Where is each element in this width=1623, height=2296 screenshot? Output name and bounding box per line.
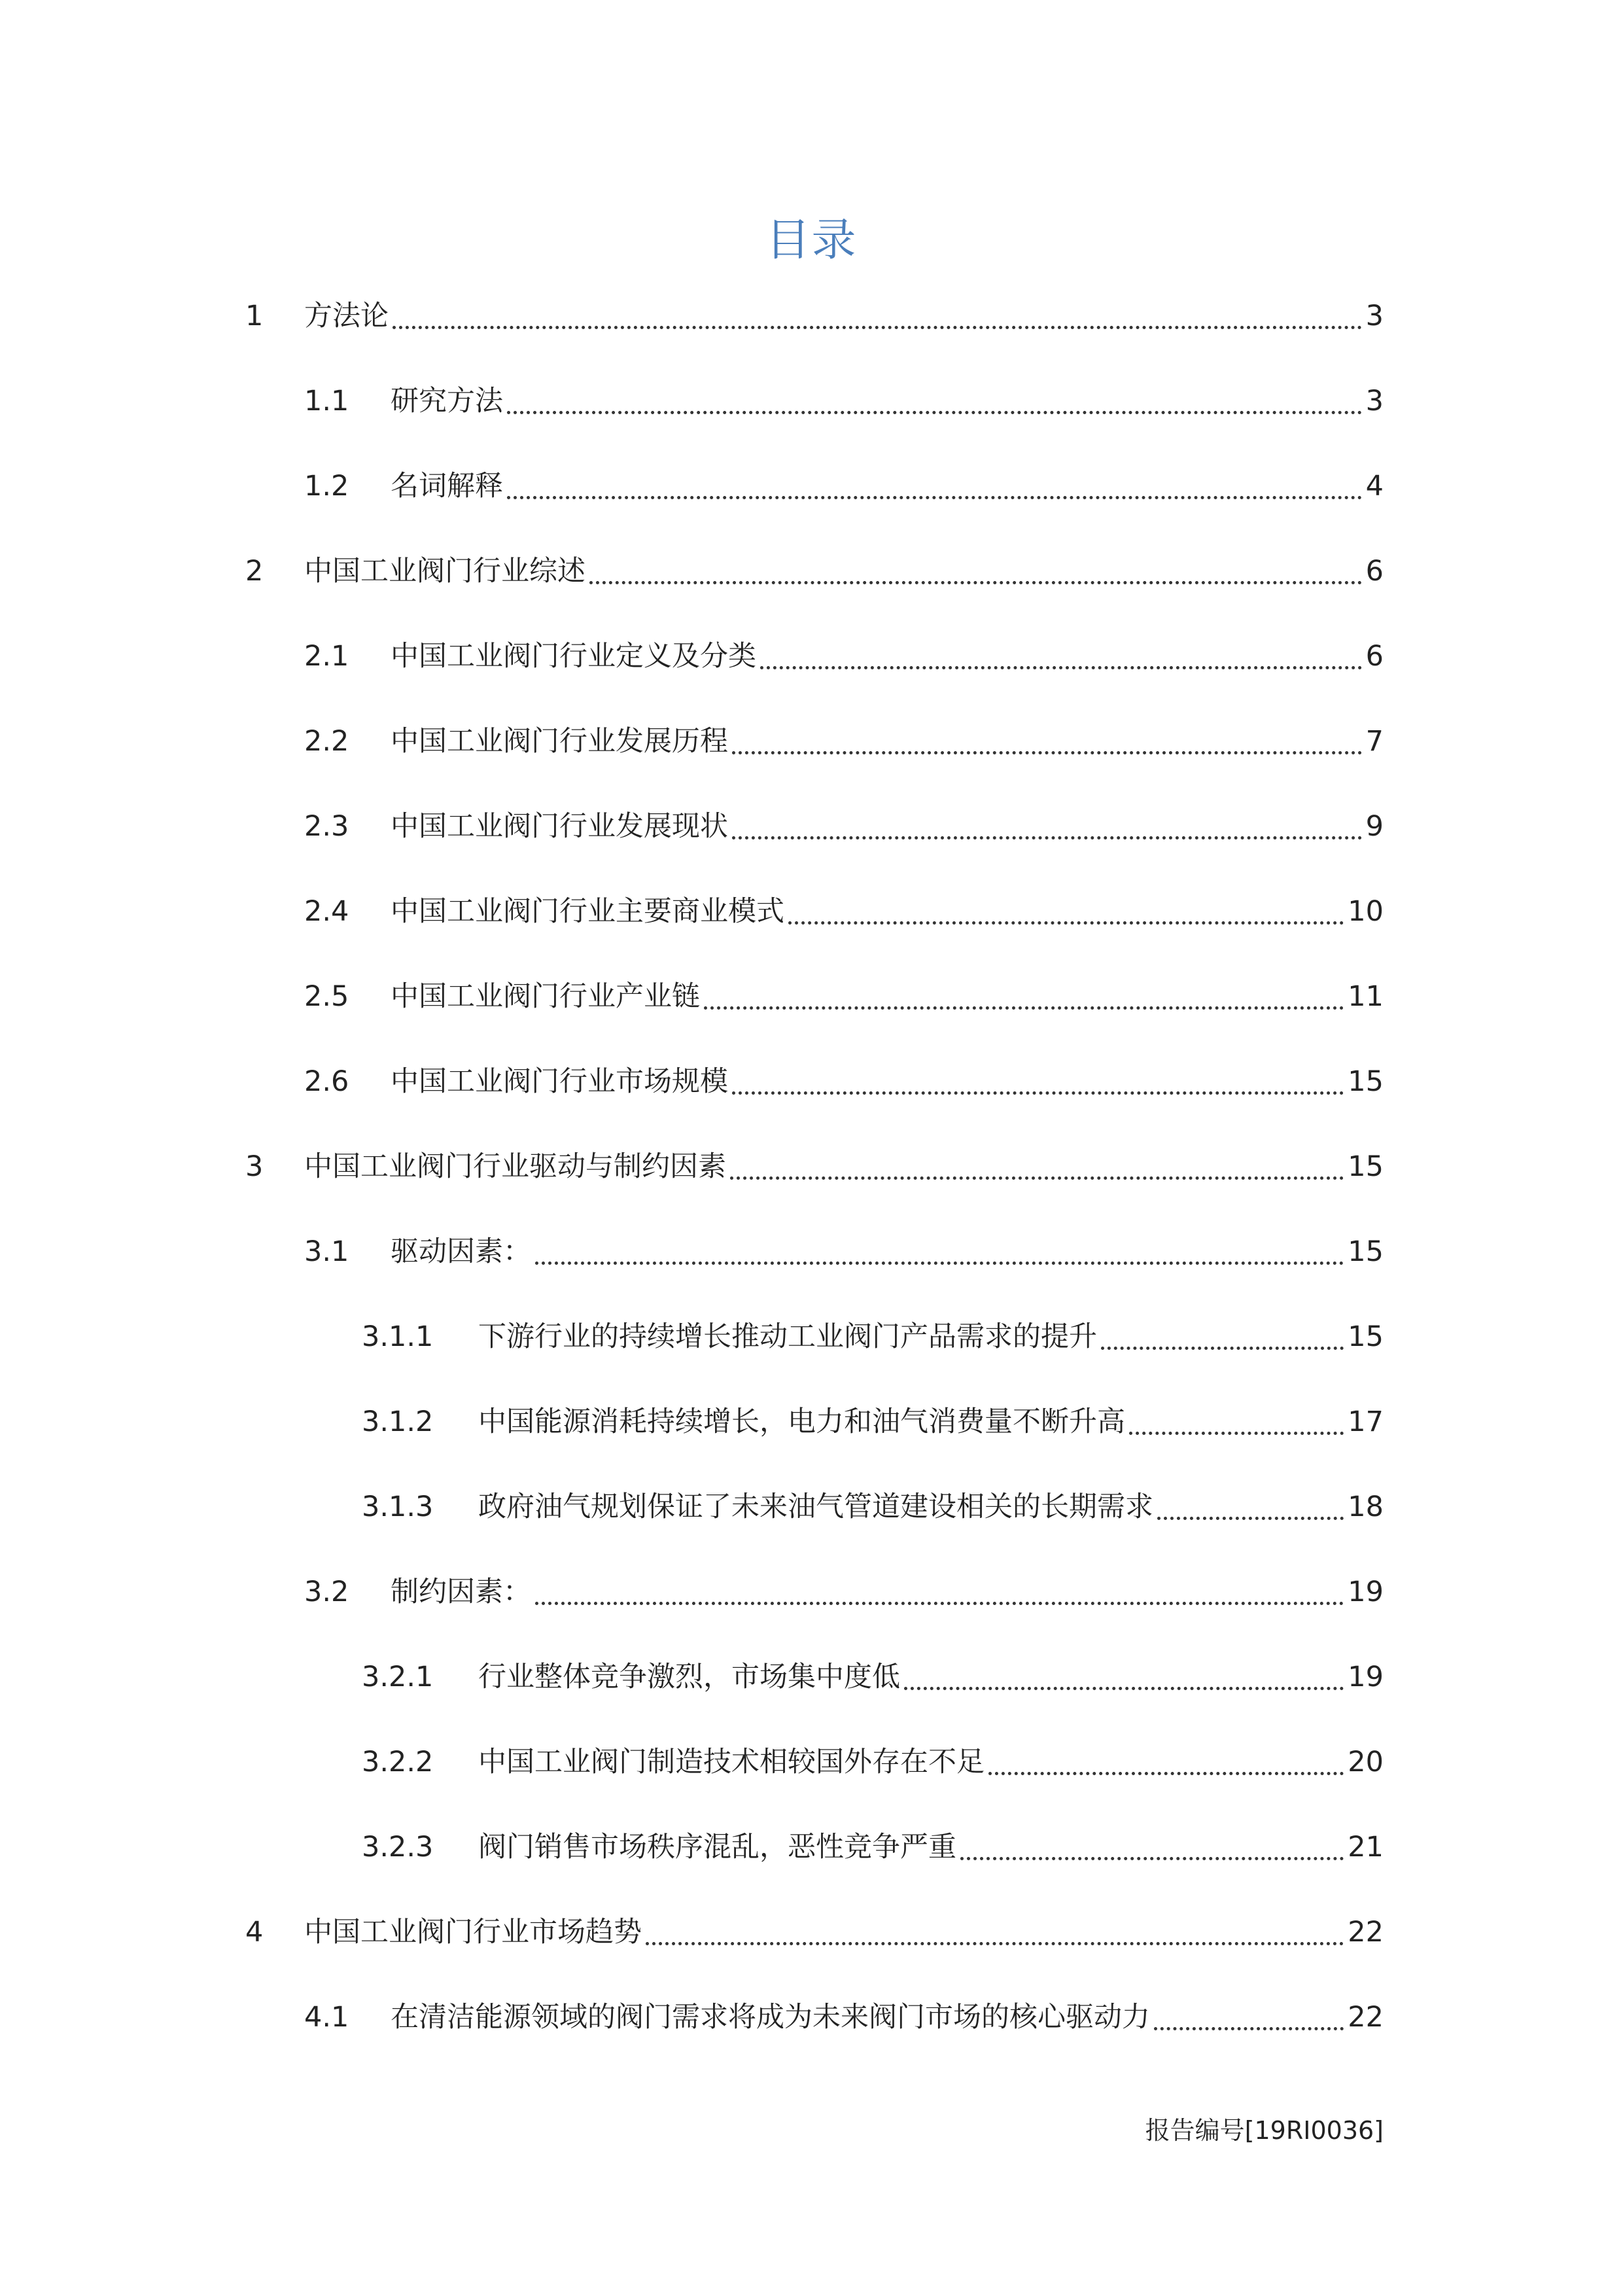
toc-entry[interactable] xyxy=(245,1227,1384,1277)
toc-dot-leader xyxy=(1129,1432,1344,1435)
toc-entry-page-number: 10 xyxy=(1348,895,1384,928)
toc-entry[interactable] xyxy=(245,291,1384,341)
toc-entry-title: 中国工业阀门制造技术相较国外存在不足 xyxy=(478,1746,985,1778)
toc-entry[interactable] xyxy=(245,1397,1384,1447)
toc-entry[interactable] xyxy=(245,461,1384,511)
toc-entry-number: 2.6 xyxy=(304,1065,349,1098)
toc-dot-leader xyxy=(732,751,1362,754)
toc-entry-page-number: 20 xyxy=(1348,1746,1384,1778)
toc-entry-number: 3 xyxy=(245,1150,264,1183)
toc-entry-title: 中国工业阀门行业驱动与制约因素 xyxy=(304,1150,726,1183)
toc-entry[interactable] xyxy=(245,1057,1384,1106)
toc-entry[interactable] xyxy=(245,1652,1384,1702)
toc-entry-page-number: 19 xyxy=(1348,1661,1384,1693)
toc-entry-number: 2.2 xyxy=(304,725,349,758)
toc-entry-page-number: 18 xyxy=(1348,1491,1384,1523)
toc-entry-title: 中国工业阀门行业综述 xyxy=(304,555,585,588)
toc-entry-number: 2.3 xyxy=(304,810,349,843)
toc-entry-number: 3.1.3 xyxy=(362,1491,434,1523)
toc-entry-number: 3.2 xyxy=(304,1576,349,1608)
toc-entry-page-number: 15 xyxy=(1348,1320,1384,1353)
toc-dot-leader xyxy=(988,1772,1344,1775)
toc-entry[interactable] xyxy=(245,1737,1384,1787)
toc-entry-page-number: 3 xyxy=(1365,385,1384,417)
toc-entry-page-number: 6 xyxy=(1365,640,1384,673)
toc-entry-page-number: 7 xyxy=(1365,725,1384,758)
toc-entry-number: 3.2.3 xyxy=(362,1831,434,1863)
toc-entry-title: 中国工业阀门行业定义及分类 xyxy=(391,640,756,673)
toc-entry-title: 中国工业阀门行业产业链 xyxy=(391,980,700,1013)
toc-entry[interactable] xyxy=(245,376,1384,426)
toc-entry-title: 中国工业阀门行业发展现状 xyxy=(391,810,728,843)
toc-entry-number: 4.1 xyxy=(304,2001,349,2034)
toc-dot-leader xyxy=(788,921,1344,925)
toc-entry-title: 行业整体竞争激烈，市场集中度低 xyxy=(478,1661,900,1693)
toc-entry[interactable] xyxy=(245,1907,1384,1957)
toc-entry[interactable] xyxy=(245,716,1384,766)
toc-dot-leader xyxy=(704,1006,1344,1010)
toc-entry[interactable] xyxy=(245,887,1384,936)
toc-dot-leader xyxy=(1154,2027,1344,2030)
toc-dot-leader xyxy=(1157,1517,1344,1520)
toc-entry-page-number: 17 xyxy=(1348,1405,1384,1438)
toc-entry-title: 阀门销售市场秩序混乱，恶性竞争严重 xyxy=(478,1831,956,1863)
toc-entry-title: 研究方法 xyxy=(391,385,503,417)
toc-dot-leader xyxy=(760,666,1362,669)
toc-entry[interactable] xyxy=(245,1822,1384,1872)
toc-entry-page-number: 19 xyxy=(1348,1576,1384,1608)
toc-dot-leader xyxy=(730,1176,1344,1180)
toc-entry-number: 2.5 xyxy=(304,980,349,1013)
toc-entry[interactable] xyxy=(245,1992,1384,2042)
toc-entry-number: 2.4 xyxy=(304,895,349,928)
toc-entry-number: 3.1 xyxy=(304,1235,349,1268)
toc-dot-leader xyxy=(535,1262,1344,1265)
toc-entry-title: 中国工业阀门行业市场规模 xyxy=(391,1065,728,1098)
toc-entry-page-number: 4 xyxy=(1365,470,1384,503)
toc-dot-leader xyxy=(393,326,1362,329)
toc-entry-title: 中国工业阀门行业发展历程 xyxy=(391,725,728,758)
toc-entry[interactable] xyxy=(245,972,1384,1021)
toc-dot-leader xyxy=(507,496,1362,499)
toc-entry-number: 2.1 xyxy=(304,640,349,673)
toc-entry-title: 方法论 xyxy=(304,300,389,332)
toc-entry-title: 在清洁能源领域的阀门需求将成为未来阀门市场的核心驱动力 xyxy=(391,2001,1150,2034)
toc-entry-number: 3.1.1 xyxy=(362,1320,434,1353)
toc-entry-number: 4 xyxy=(245,1916,264,1949)
toc-title: 目录 xyxy=(765,215,858,266)
report-number: 报告编号[19RI0036] xyxy=(1145,2116,1384,2145)
toc-entry-title: 下游行业的持续增长推动工业阀门产品需求的提升 xyxy=(478,1320,1097,1353)
toc-dot-leader xyxy=(535,1602,1344,1605)
toc-dot-leader xyxy=(904,1687,1344,1690)
toc-entry-page-number: 9 xyxy=(1365,810,1384,843)
toc-dot-leader xyxy=(732,836,1362,839)
toc-entry-number: 3.2.1 xyxy=(362,1661,434,1693)
toc-dot-leader xyxy=(732,1091,1344,1095)
toc-entry-number: 2 xyxy=(245,555,264,588)
toc-entry-number: 1 xyxy=(245,300,264,332)
toc-dot-leader xyxy=(1101,1347,1344,1350)
toc-entry-title: 中国工业阀门行业市场趋势 xyxy=(304,1916,642,1949)
toc-entry-number: 1.1 xyxy=(304,385,349,417)
toc-entry-page-number: 21 xyxy=(1348,1831,1384,1863)
toc-entry-title: 驱动因素： xyxy=(391,1235,531,1268)
toc-entry[interactable] xyxy=(245,1482,1384,1532)
toc-entry[interactable] xyxy=(245,1567,1384,1617)
toc-entry-title: 中国能源消耗持续增长，电力和油气消费量不断升高 xyxy=(478,1405,1125,1438)
toc-entry-page-number: 15 xyxy=(1348,1235,1384,1268)
toc-dot-leader xyxy=(589,581,1362,584)
toc-entry[interactable] xyxy=(245,1312,1384,1362)
toc-dot-leader xyxy=(507,411,1362,414)
toc-entry-page-number: 3 xyxy=(1365,300,1384,332)
toc-entry[interactable] xyxy=(245,546,1384,596)
toc-dot-leader xyxy=(960,1857,1344,1860)
toc-entry-title: 名词解释 xyxy=(391,470,503,503)
toc-entry-page-number: 15 xyxy=(1348,1150,1384,1183)
toc-entry-page-number: 15 xyxy=(1348,1065,1384,1098)
toc-entry-number: 3.1.2 xyxy=(362,1405,434,1438)
toc-entry-page-number: 11 xyxy=(1348,980,1384,1013)
toc-entry-title: 中国工业阀门行业主要商业模式 xyxy=(391,895,784,928)
toc-entry[interactable] xyxy=(245,802,1384,851)
toc-entry[interactable] xyxy=(245,1142,1384,1192)
toc-entry-number: 1.2 xyxy=(304,470,349,503)
toc-entry-title: 政府油气规划保证了未来油气管道建设相关的长期需求 xyxy=(478,1491,1153,1523)
toc-entry-title: 制约因素： xyxy=(391,1576,531,1608)
toc-entry-number: 3.2.2 xyxy=(362,1746,434,1778)
toc-entry-page-number: 22 xyxy=(1348,2001,1384,2034)
toc-entry-page-number: 22 xyxy=(1348,1916,1384,1949)
toc-entry[interactable] xyxy=(245,631,1384,681)
toc-dot-leader xyxy=(646,1942,1344,1945)
toc-entry-page-number: 6 xyxy=(1365,555,1384,588)
